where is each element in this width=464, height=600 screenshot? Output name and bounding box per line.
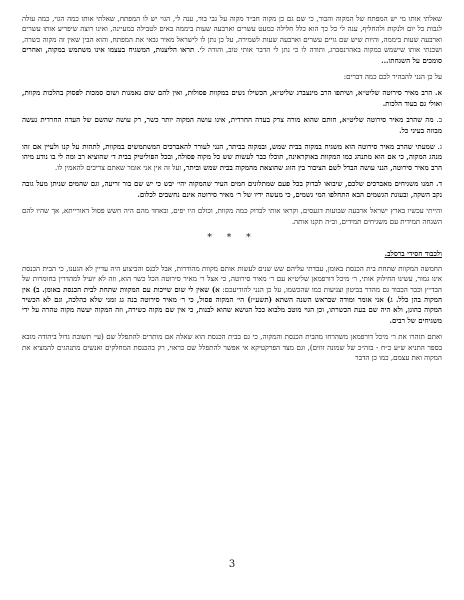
paragraph-uman-mikvaot: החמשה המקוות שתחת בית הכנסת באומן, עבדתי עליהם שש שנים לעשות אותם מקוות מהודרות, אבל לכנס והביצוע היה עדיין לא הגענו, כי הבית הכנסת אינו גמור, עשינו החילוק אותי, ר׳ מיכל דורפמאן שליט״א עם ר׳ מאיר סירוטה, כי אצל ר׳ מאיר סירוטה הכל כשר הוא, וזה לא יועיל למהדרין בחומרות של הבד״ץ וכבר הכבוד גם מהדר בביטון וצניעות כמו שהכשמו, על כן הנני להודיעכם: א) שאין לי שום שייכות עם המקוות שתחת לבית הכנסת באומן. ב) אין המקוה בהן כלל. ג) אני אומר ומודה שבראש השנה השתא (תשע״ז) הי׳ המקוה פסול, כי ר׳ מאיר סירוטה בנה גג זמני שלא כהלכה, וגם לא הכשיר המקוה כהוגן, ולא היה שם בעת הכשרתו, וכן הגוי מוטב מלבוא ככל הנושא שהוא לבנות, כי אין שם מקוה כשירה, וזה המקוה יעשה מקוה טהרה על ידי משגיחים של רבים.: [22, 263, 442, 325]
section-heading: ולכבוד חסידי ברסלב.: [384, 249, 442, 259]
paragraph-intro: שאלתי אותו מי יש המפתח של המקוה והבור, כי שם גם כן מקוה חב״ד מקוה על גבי בור, ענה לי, הגוי יש לו המפתח, שאלתי אותו כמה הגוי, כמה עולה לגבות כל יום ולנקות ולהחליף, ענה לי כל כך הוא כלל חלילה כמעט עשרים וארבעה שעות ביממה באים לטבילה במעיינה, ואינו רוצה שיפריע אותו עשרים וארבעה שעות ביממה, והיות שיש שם גויים עשרים וארבעה שעות לשמירה, על כן נתן לו לישראל מאיר גבאי את המפתח, והוא הבין שאין זה מקוה כשרה, ושכנתי אותו שישמש במקוה באהרנסברג, ותודה לו כי נתן לי הדבר אותי טוב, והודה לי. תראו הליצנות, המשגיח בעצמו אינו משתמש במקוה, ואחרים סומכים על השגחתו...: [22, 14, 442, 65]
page-number: 3: [228, 559, 236, 570]
point-b: ב. מה שהרב מאיר סירוטה שליט״א, חותם שהוא מורה צדק בעדה החרדית, אינו עושה המקוה יותר כשר, רק עושה שהשם של העדה החרדית נעשה מבוזה בעיני כל.: [22, 115, 443, 135]
point-c: ג. שמעתי שהרב מאיר סירוטה הוא משגיח במקוה בבית שמש, ובמקוה בביתר, הנני לעורר להאברכים המשתמשים במקוות, לתהות על קנו ולעיין אם זהו מנהג המקוה, כי אם הוא מתנהג כמו המקוות באוקראינה, תוכלו כבר לעשות שש כל מקוה פסולה, ובכל הפוליטיק בבית ד׳ שהוציא רב ומה לי בו נודע מיהו הרב מאיר סירוטה, הנני עושה הבדל לשם הציבור בין הזוג שהוצאת מהמקוה בבית שמש וביתר, ועל זה אין אני אומר שאתם צריכים להאמין לו.: [22, 142, 442, 172]
intro-bold-note: תראו הליצנות, המשגיח בעצמו אינו משתמש במקוה, ואחרים סומכים על השגחתו...: [22, 45, 442, 65]
section-divider: * * *: [207, 232, 257, 243]
point-d: ד. תמנו משגיחים מאברכים שלכם, שיבואו לבדוק בכל פעם שמתלונים חמים העיר שהמקוה יהי׳ יבש כי יש שם בור זריעה, וגם שהמים שניתן מעל גובה נקב השקה, ובעונת הגשמים הבא התחלפו המי גשמים, כי מעשה ידיו של ר׳ מאיר סירוטה אינם נחשבים לכלום.: [22, 179, 442, 199]
paragraph-preface: על כן הנני להבהיר לכם כמה דברים:: [343, 72, 442, 82]
paragraph-closing: ואתם תזהרו את ר׳ מיכל דורפמאן משהרחו מהבית הכנסת והמקוה, כי גם בבית הכנסת הוא שאלה אם מותרים להתפלל שם (עי׳ תשובת גדול ביהודה מובא בספר התניא ש״ע כ״ח - בזה״כ של שמונה זוזים), וגם מצד הפרקטיקא אי אפשר להתפלל שם כראוי, רק בהכנסת המחלקים ואנשים מתנהגים להמציא את המקוה ואת עצמם, כמו כן הדבר: [22, 332, 442, 362]
point-a: א. הרב מאיר סירוטה שליט״א, ושיתפו הרב מינצברג שליט״א, הכשילו נשים במקוות פסולות, ואין להם שום נאמנות ושום סמכות לפסוק בהלכות מקוות, ואולי גם בעוד הלכות.: [22, 88, 442, 108]
paragraph-israel-visit: והייתי עכשיו בארץ ישראל ארבעה שבועות דגעסים, וקראו אותי לבדוק כמה מקוות, וכולם היו יפים, ובאחד מהם היה חשש פסול דאורייתא, אך שהיו להם השגחה תמידית עם משגיחים תמידים, וב״ה תקנו אותה.: [22, 206, 442, 226]
